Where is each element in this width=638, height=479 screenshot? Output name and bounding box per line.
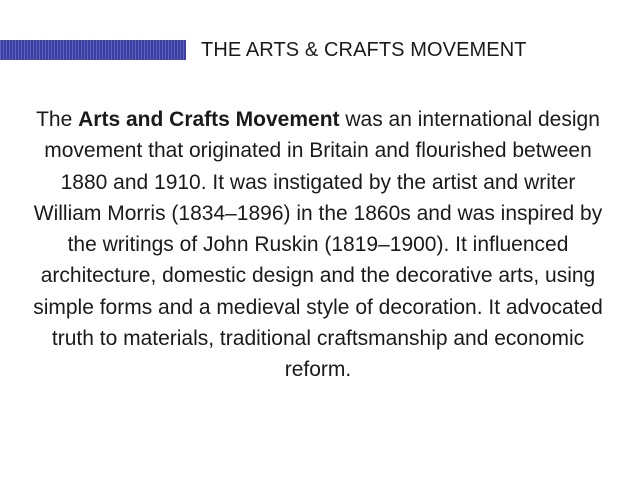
slide-title: THE ARTS & CRAFTS MOVEMENT bbox=[201, 39, 527, 61]
body-main-text: was an international design movement that originated in Britain and flourished between 1880 and 1910. It was instigated by the artist and writer William Morris (1834–1896) in the 1860s and was inspired by the writings of John Ruskin (1819–1900). It influenced architecture, domestic design and the decorative arts, using simple forms and a medieval style of decoration. It advocated truth to materials, traditional craftsmanship and economic reform. bbox=[33, 108, 603, 382]
slide-body-paragraph bbox=[26, 104, 610, 386]
body-intro-text: The bbox=[36, 108, 79, 131]
body-highlight-text: Arts and Crafts Movement bbox=[78, 108, 340, 131]
title-accent-bar bbox=[0, 40, 186, 60]
